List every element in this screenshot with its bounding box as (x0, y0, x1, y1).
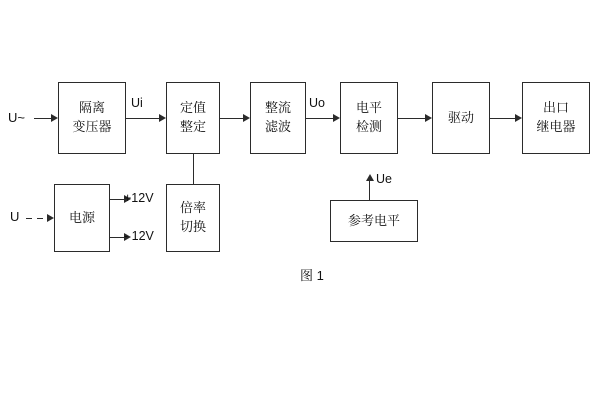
block-rectify-filter-line-2: 滤波 (264, 119, 291, 134)
block-setting-value (166, 82, 220, 154)
label-minus-12v: - 12V (124, 229, 154, 243)
block-isolation-transformer-line-2: 变压器 (72, 119, 112, 134)
block-isolation-transformer-line-1: 隔离 (78, 100, 105, 116)
block-power-supply (54, 184, 110, 252)
block-level-detect-line-2: 检测 (355, 119, 382, 134)
label-ue: Ue (376, 172, 392, 186)
connector-input-to-transformer (34, 118, 51, 119)
block-isolation-transformer (58, 82, 126, 154)
arrow-level-to-drive (425, 114, 432, 122)
block-setting-value-line-2: 整定 (179, 119, 206, 134)
connector-power-plus12v (110, 199, 124, 200)
figure-caption: 图 1 (300, 268, 324, 283)
arrow-input-to-transformer (51, 114, 58, 122)
connector-level-to-drive (398, 118, 425, 119)
arrow-reference-to-level (366, 174, 374, 181)
connector-reference-to-level (369, 181, 370, 200)
connector-multiplier-to-setting (193, 154, 194, 184)
block-output-relay (522, 82, 590, 154)
arrow-input-dc-to-power (47, 214, 54, 222)
connector-input-dc-to-power (26, 218, 47, 219)
block-setting-value-line-1: 定值 (179, 100, 206, 116)
block-reference-level-line-1: 参考电平 (347, 212, 400, 228)
connector-transformer-to-setting (126, 118, 159, 119)
block-drive (432, 82, 490, 154)
block-output-relay-line-1: 出口 (542, 100, 569, 116)
block-reference-level (330, 200, 418, 242)
arrow-setting-to-rectify (243, 114, 250, 122)
block-rectify-filter-line-1: 整流 (264, 100, 291, 116)
block-level-detect-line-1: 电平 (355, 100, 382, 116)
arrow-transformer-to-setting (159, 114, 166, 122)
arrow-drive-to-output (515, 114, 522, 122)
label-plus-12v: +12V (124, 191, 154, 205)
block-level-detect (340, 82, 398, 154)
label-input-dc: U (10, 209, 20, 224)
block-rectify-filter (250, 82, 306, 154)
label-ui: Ui (131, 96, 143, 110)
connector-power-minus12v (110, 237, 124, 238)
block-output-relay-line-2: 继电器 (536, 119, 576, 134)
label-uo: Uo (309, 96, 325, 110)
block-multiplier-switch-line-1: 倍率 (179, 200, 206, 216)
connector-setting-to-rectify (220, 118, 243, 119)
arrow-rectify-to-level (333, 114, 340, 122)
block-drive-line-1: 驱动 (447, 109, 474, 125)
label-input-ac: U~ (8, 110, 25, 125)
connector-rectify-to-level (306, 118, 333, 119)
block-multiplier-switch-line-2: 切换 (179, 219, 206, 234)
connector-drive-to-output (490, 118, 515, 119)
block-power-supply-line-1: 电源 (68, 209, 95, 225)
block-multiplier-switch (166, 184, 220, 252)
